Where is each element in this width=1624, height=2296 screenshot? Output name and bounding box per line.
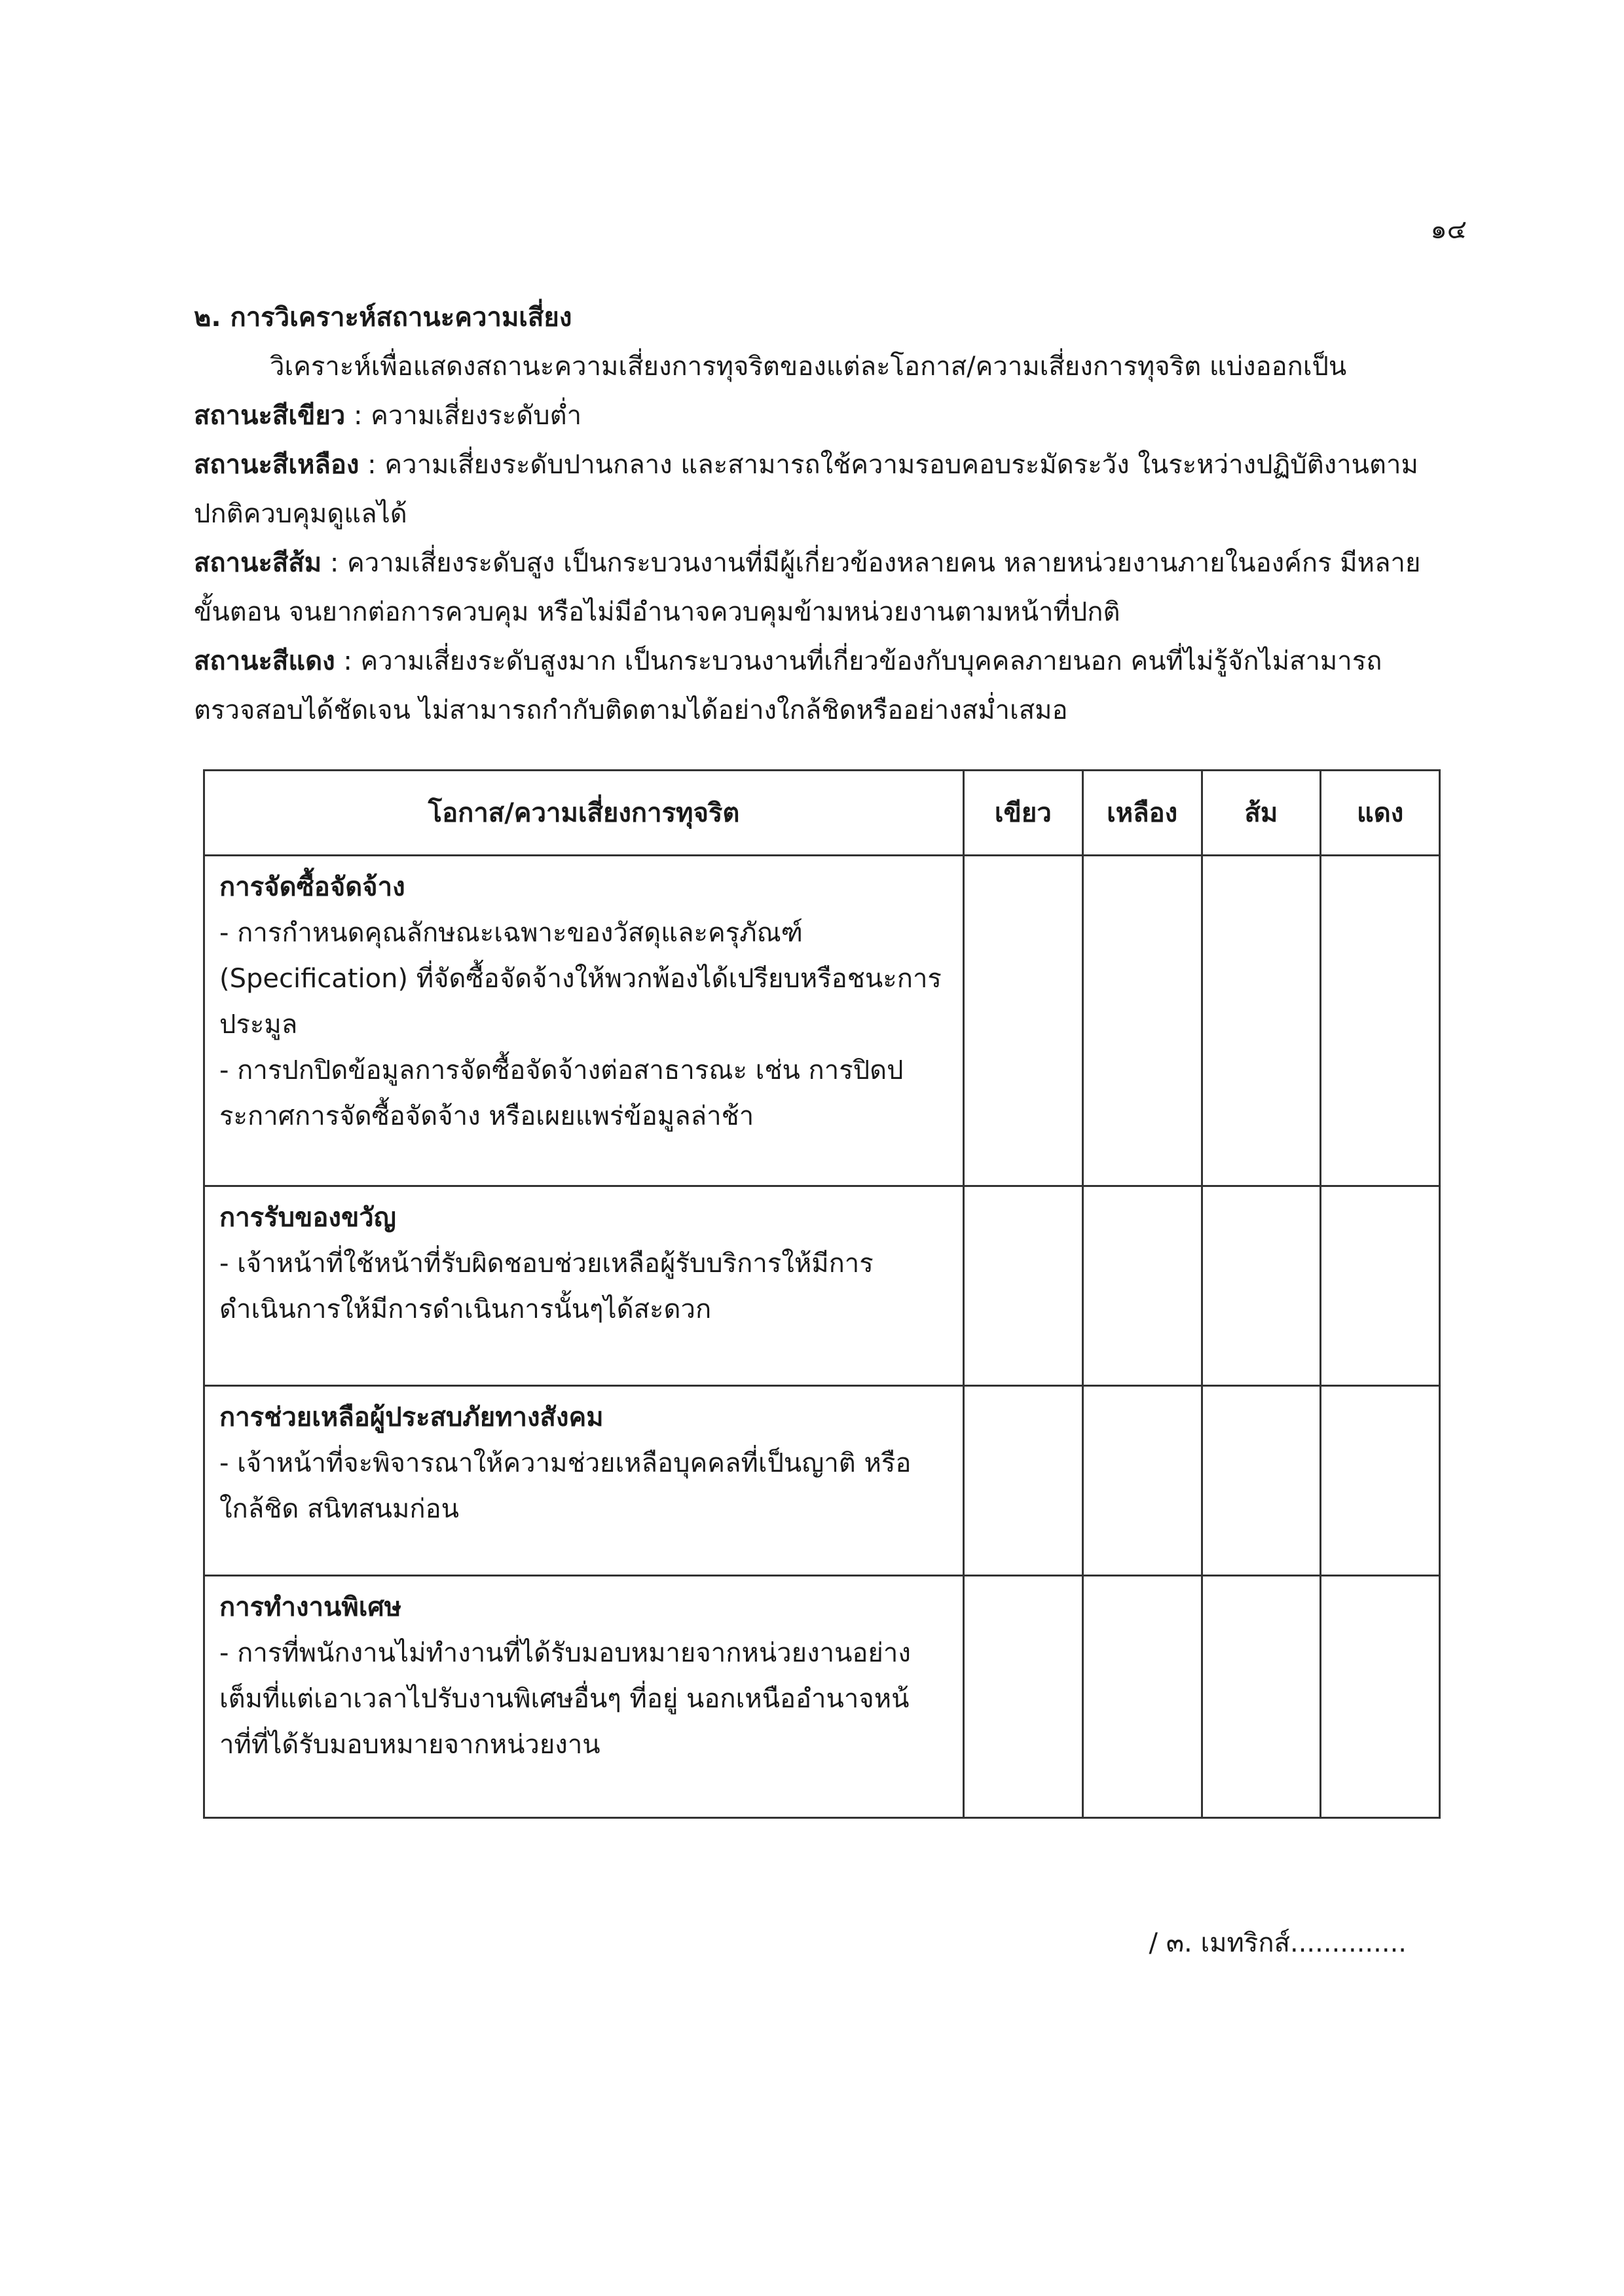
continuation-note: / ๓. เมทริกส์..............	[1149, 1928, 1407, 1958]
topic-line: ประมูล	[219, 1010, 298, 1040]
topic-line: - เจ้าหน้าที่จะพิจารณาให้ความช่วยเหลือบุคคลที่เป็นญาติ หรือ	[219, 1448, 912, 1478]
orange-cell	[1202, 1186, 1321, 1386]
level-red	[194, 637, 1438, 735]
topic-title: การรับของขวัญ	[219, 1203, 396, 1233]
topic-title: การช่วยเหลือผู้ประสบภัยทางสังคม	[219, 1402, 604, 1432]
topic-line: ใกล้ชิด สนิทสนมก่อน	[219, 1494, 459, 1524]
topic-title: การทำงานพิเศษ	[219, 1592, 402, 1622]
orange-cell	[1202, 1576, 1321, 1818]
level-label: สถานะสีส้ม	[194, 548, 322, 578]
section-intro: วิเคราะห์เพื่อแสดงสถานะความเสี่ยงการทุจริตของแต่ละโอกาส/ความเสี่ยงการทุจริต แบ่งออกเป็น	[270, 352, 1347, 382]
topic-line: าที่ที่ได้รับมอบหมายจากหน่วยงาน	[219, 1730, 600, 1760]
topic-line: - การปกปิดข้อมูลการจัดซื้อจัดจ้างต่อสาธารณะ เช่น การปิดป	[219, 1055, 904, 1085]
red-cell	[1321, 856, 1440, 1186]
level-label: สถานะสีแดง	[194, 646, 335, 676]
header-red: แดง	[1321, 771, 1440, 856]
level-yellow	[194, 441, 1438, 539]
header-orange: ส้ม	[1202, 771, 1321, 856]
green-cell	[963, 1386, 1082, 1576]
red-cell	[1321, 1186, 1440, 1386]
level-label: สถานะสีเหลือง	[194, 450, 360, 480]
risk-status-section	[194, 293, 1438, 735]
level-desc: : ความเสี่ยงระดับปานกลาง และสามารถใช้ความรอบคอบระมัดระวัง ในระหว่างปฏิบัติงานตามปกติควบคุมดูแลได้	[194, 450, 1418, 529]
red-cell	[1321, 1386, 1440, 1576]
table-row	[204, 1386, 1440, 1576]
section-title: ๒. การวิเคราะห์สถานะความเสี่ยง	[194, 302, 572, 333]
table-row	[204, 1576, 1440, 1818]
yellow-cell	[1082, 1186, 1202, 1386]
risk-table	[203, 769, 1441, 1819]
green-cell	[963, 856, 1082, 1186]
level-desc: : ความเสี่ยงระดับต่ำ	[345, 401, 582, 431]
topic-cell	[204, 1386, 964, 1576]
table-row	[204, 1186, 1440, 1386]
topic-line: ดำเนินการให้มีการดำเนินการนั้นๆได้สะดวก	[219, 1294, 712, 1324]
header-risk: โอกาส/ความเสี่ยงการทุจริต	[204, 771, 964, 856]
topic-line: เต็มที่แต่เอาเวลาไปรับงานพิเศษอื่นๆ ที่อยู่ นอกเหนืออำนาจหน้	[219, 1684, 910, 1714]
header-yellow: เหลือง	[1082, 771, 1202, 856]
yellow-cell	[1082, 1576, 1202, 1818]
page-number: ๑๔	[1430, 215, 1467, 245]
topic-title: การจัดซื้อจัดจ้าง	[219, 872, 405, 902]
orange-cell	[1202, 856, 1321, 1186]
yellow-cell	[1082, 1386, 1202, 1576]
table-header-row	[204, 771, 1440, 856]
topic-line: - เจ้าหน้าที่ใช้หน้าที่รับผิดชอบช่วยเหลือผู้รับบริการให้มีการ	[219, 1248, 874, 1279]
level-desc: : ความเสี่ยงระดับสูง เป็นกระบวนงานที่มีผู้เกี่ยวข้องหลายคน หลายหน่วยงานภายในองค์กร มีหลายขั้นตอน จนยากต่อการควบคุม หรือไม่มีอำนาจควบคุมข้ามหน่วยงานตามหน้าที่ปกติ	[194, 548, 1421, 627]
level-desc: : ความเสี่ยงระดับสูงมาก เป็นกระบวนงานที่เกี่ยวข้องกับบุคคลภายนอก คนที่ไม่รู้จักไม่สามารถตรวจสอบได้ชัดเจน ไม่สามารถกำกับติดตามได้อย่างใกล้ชิดหรืออย่างสม่ำเสมอ	[194, 646, 1382, 725]
yellow-cell	[1082, 856, 1202, 1186]
red-cell	[1321, 1576, 1440, 1818]
topic-line: - การกำหนดคุณลักษณะเฉพาะของวัสดุและครุภัณฑ์	[219, 918, 803, 948]
header-green: เขียว	[963, 771, 1082, 856]
green-cell	[963, 1186, 1082, 1386]
level-orange	[194, 539, 1438, 637]
topic-cell	[204, 1186, 964, 1386]
level-green	[194, 392, 1438, 441]
topic-cell	[204, 856, 964, 1186]
orange-cell	[1202, 1386, 1321, 1576]
green-cell	[963, 1576, 1082, 1818]
topic-line: (Specification) ที่จัดซื้อจัดจ้างให้พวกพ้องได้เปรียบหรือชนะการ	[219, 964, 942, 994]
topic-line: ระกาศการจัดซื้อจัดจ้าง หรือเผยแพร่ข้อมูลล่าช้า	[219, 1101, 754, 1131]
level-label: สถานะสีเขียว	[194, 401, 346, 431]
table-row	[204, 856, 1440, 1186]
topic-line: - การที่พนักงานไม่ทำงานที่ได้รับมอบหมายจากหน่วยงานอย่าง	[219, 1638, 911, 1668]
topic-cell	[204, 1576, 964, 1818]
